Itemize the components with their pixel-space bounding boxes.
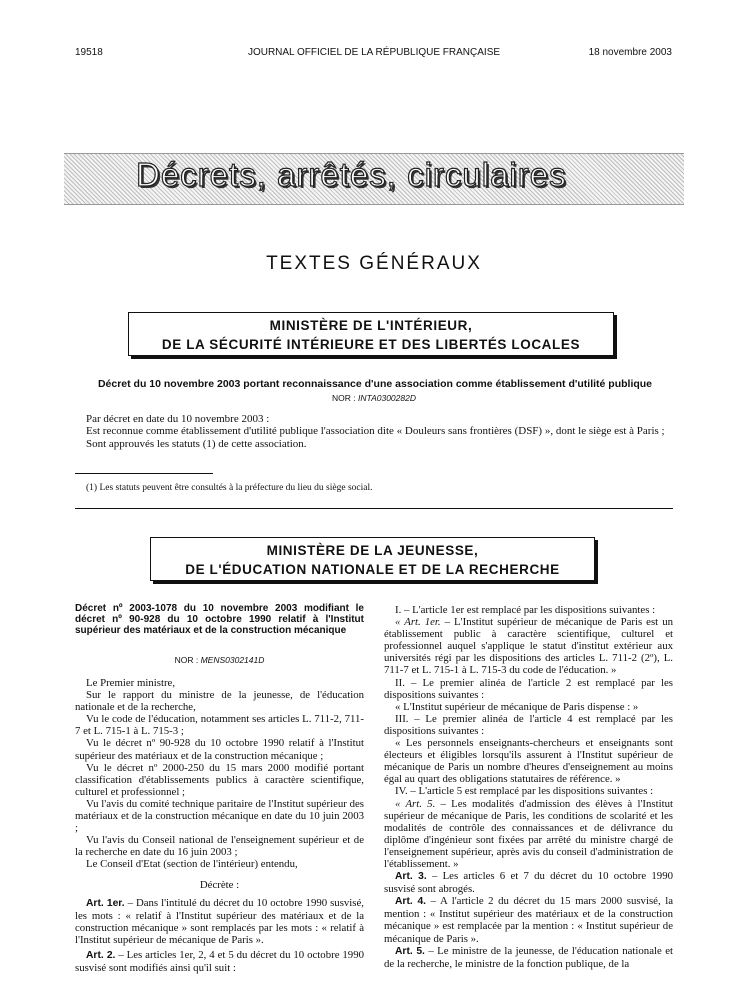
article-label: « Art. 1er. [395,616,441,629]
paragraph: Sont approuvés les statuts (1) de cette association. [86,437,307,450]
nor-label: NOR : [332,393,356,403]
article-3 [384,870,673,895]
article-text: – Les articles 6 et 7 du décret du 10 octobre 1990 susvisé sont abrogés. [384,870,673,896]
page-number: 19518 [75,47,103,58]
ministry-box-education [150,537,595,581]
banner-title: Décrets, arrêtés, circulaires [136,156,567,193]
paragraph: Le Conseil d'Etat (section de l'intérieur) entendu, [86,858,298,871]
journal-title: JOURNAL OFFICIEL DE LA RÉPUBLIQUE FRANÇAISE [247,47,501,58]
paragraph: I. – L'article 1er est remplacé par les dispositions suivantes : [395,604,656,616]
nor-label: NOR : [174,655,199,665]
article-text: – Les modalités d'admission des élèves à l'Institut supérieur de mécanique de Paris, les conditions de scolarité et les modalités de contrôle des connaissances et de délivrance du diplôme d'ingénieur sont fixées par arrêté du ministre chargé de l'enseignement supérieur, après avis du conseil d'administration de l'établissement. » [384,797,673,870]
article-label: Art. 5. [395,945,425,957]
article-label: Art. 3. [395,871,427,883]
paragraph [384,616,673,676]
decree2-right-column [384,604,673,970]
paragraph: Par décret en date du 10 novembre 2003 : [86,413,270,425]
paragraph: Est reconnue comme établissement d'utilité publique l'association dite « Douleurs sans frontières (DSF) », dont le siège est à Paris ; [86,425,665,438]
decree2-left-column [75,677,364,974]
article-4 [384,895,673,944]
decree2-nor [75,655,364,665]
paragraph: « Les personnels enseignants-chercheurs et enseignants sont électeurs et éligibles lorsqu'ils assurent à l'Institut supérieur de mécanique de Paris un nombre d'heures d'enseignement au moins égal au quart des obligations statutaires de référence. » [384,737,673,786]
article-label: « Art. 5. [395,797,436,810]
article-text: – L'Institut supérieur de mécanique de Paris est un établissement public à caractère scientifique, culturel et professionnel auquel s'applique le statut d'institut extérieur aux universités régi par les dispositions des articles L. 711-2 (2º), L. 711-7 et L. 715-1 à L. 715-3 du code de l'éducation. » [384,616,673,677]
decree1-title: Décret du 10 novembre 2003 portant reconnaissance d'une association comme établissement d'utilité publique [97,378,653,390]
nor-code: INTA0300282D [358,393,416,403]
article-5 [384,945,673,970]
paragraph: Vu le décret nº 90-928 du 10 octobre 1990 relatif à l'Institut supérieur des matériaux et de la construction mécanique ; [75,737,364,762]
paragraph: « L'Institut supérieur de mécanique de Paris dispense : » [395,700,639,713]
paragraph: II. – Le premier alinéa de l'article 2 est remplacé par les dispositions suivantes : [384,676,673,701]
article-text: – Dans l'intitulé du décret du 10 octobre 1990 susvisé, les mots : « relatif à l'Institut supérieur des matériaux et de la construction mécanique » sont remplacés par les mots : « relatif à l'Institut supérieur de mécanique de Paris ». [75,896,364,946]
paragraph: Vu l'avis du comité technique paritaire de l'Institut supérieur des matériaux et de la construction mécanique en date du 10 juin 2003 ; [75,797,364,835]
decree1-nor [0,393,748,403]
section-title: TEXTES GÉNÉRAUX [266,253,482,274]
article-2 [75,949,364,974]
decree1-footnote: (1) Les statuts peuvent être consultés à la préfecture du lieu du siège social. [86,483,373,493]
ministry-line1: MINISTÈRE DE L'INTÉRIEUR, [269,318,473,333]
ministry-line1: MINISTÈRE DE LA JEUNESSE, [266,543,479,558]
paragraph [384,798,673,871]
paragraph: IV. – L'article 5 est remplacé par les dispositions suivantes : [395,785,654,798]
issue-date: 18 novembre 2003 [588,47,672,58]
nor-code: MENS0302141D [200,655,265,665]
paragraph: Le Premier ministre, [86,677,176,689]
paragraph: Sur le rapport du ministre de la jeunesse, de l'éducation nationale et de la recherche, [75,689,364,714]
ministry-line2: DE L'ÉDUCATION NATIONALE ET DE LA RECHERCHE [185,562,560,577]
ministry-line2: DE LA SÉCURITÉ INTÉRIEURE ET DES LIBERTÉS LOCALES [161,337,581,352]
decree1-body [75,413,673,450]
article-label: Art. 1er. [86,897,125,909]
paragraph: Vu le code de l'éducation, notamment ses articles L. 711-2, 711-7 et L. 715-1 à L. 715-3 ; [75,713,364,738]
section-divider [75,508,673,509]
paragraph: Vu le décret nº 2000-250 du 15 mars 2000 modifié portant classification d'établissements publics à caractère scientifique, culturel et professionnel ; [75,761,364,798]
article-text: – Le ministre de la jeunesse, de l'éducation nationale et de la recherche, le ministre de la fonction publique, de la [384,944,673,970]
article-text: – A l'article 2 du décret du 15 mars 2000 susvisé, la mention : « Institut supérieur des matériaux et de la construction mécanique » est remplacée par la mention : « Institut supérieur de mécanique de Paris ». [384,895,673,945]
ministry-box-interior [128,312,614,356]
decrete: Décrète : [199,878,240,891]
article-label: Art. 4. [395,896,427,908]
footnote-rule [75,473,213,474]
article-label: Art. 2. [86,949,116,961]
paragraph: Vu l'avis du Conseil national de l'enseignement supérieur et de la recherche en date du 16 juin 2003 ; [75,834,364,859]
section-banner [64,153,684,205]
paragraph: III. – Le premier alinéa de l'article 4 est remplacé par les dispositions suivantes : [384,712,673,737]
article-1 [75,897,364,946]
decree2-title: Décret nº 2003-1078 du 10 novembre 2003 modifiant le décret nº 90-928 du 10 octobre 1990 relatif à l'Institut supérieur des matériaux et de la construction mécanique [75,603,364,636]
article-text: – Les articles 1er, 2, 4 et 5 du décret du 10 octobre 1990 susvisé sont modifiés ainsi qu'il suit : [75,948,365,975]
